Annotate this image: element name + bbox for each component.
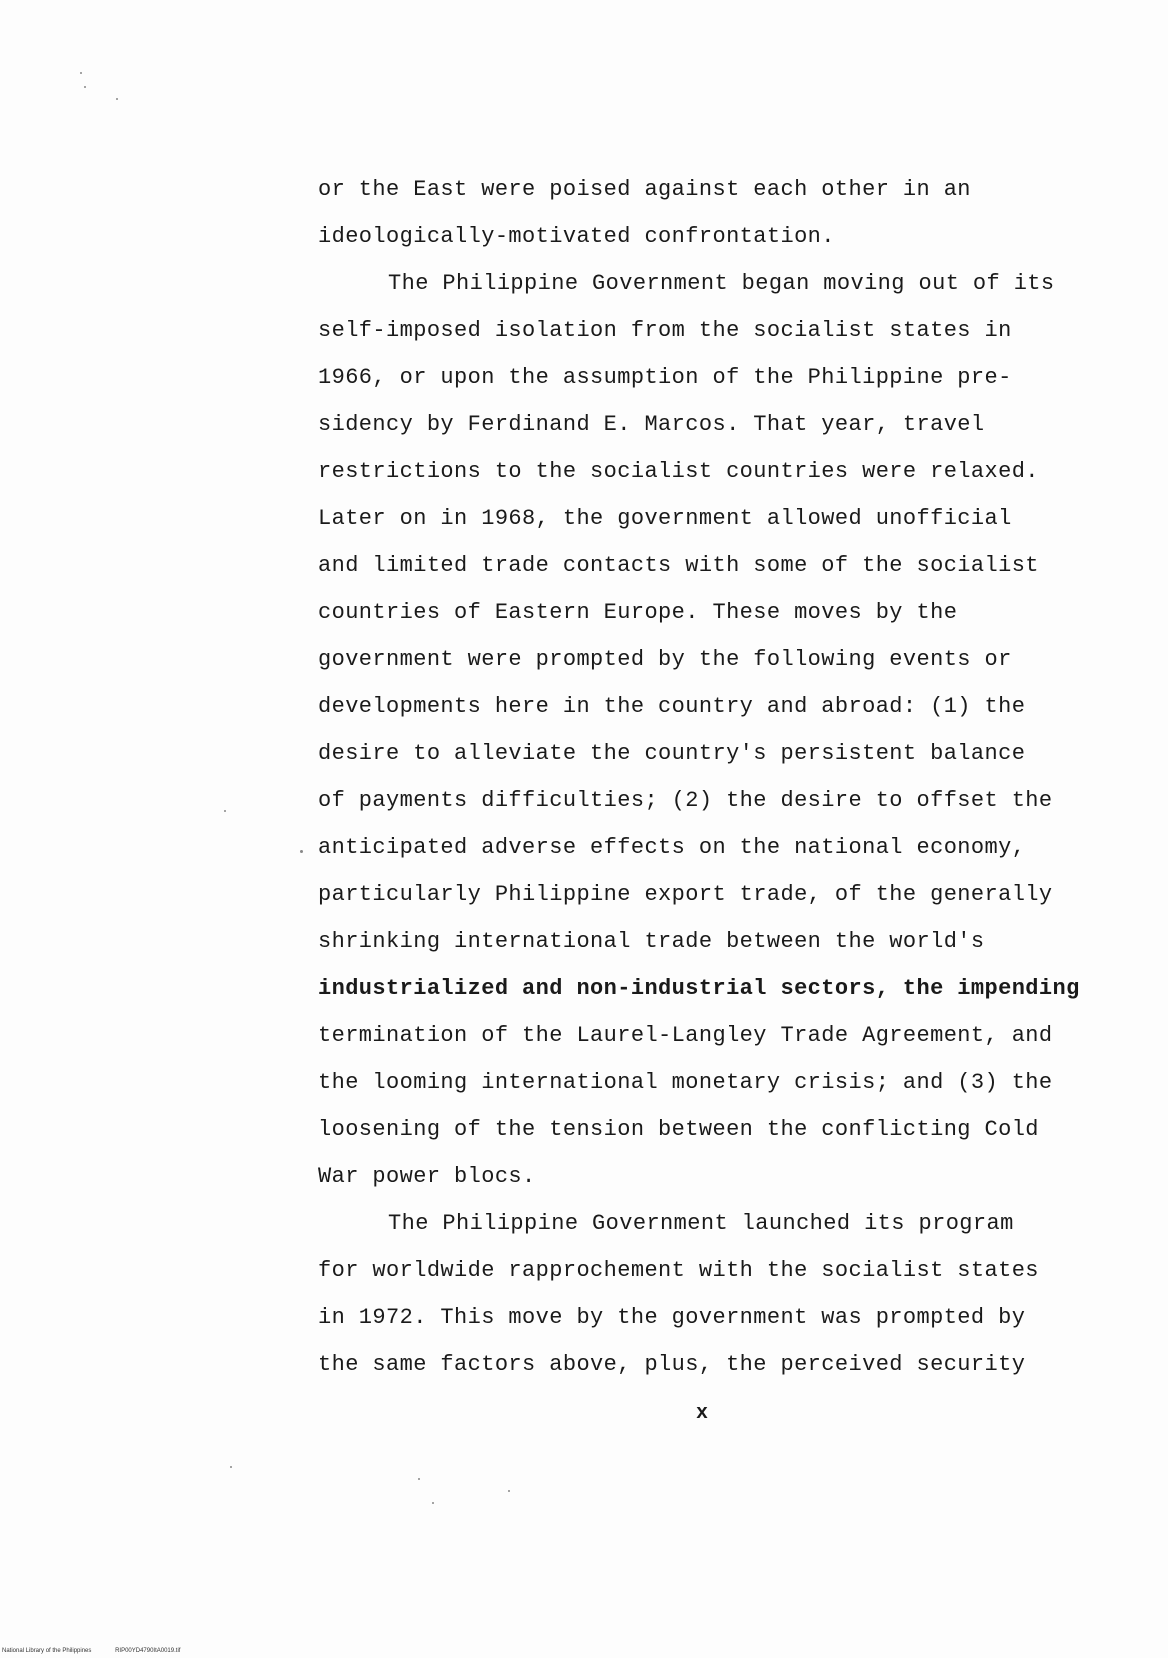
text-line: 1966, or upon the assumption of the Philippine pre-	[318, 365, 1012, 390]
text-line: ideologically-motivated confrontation.	[318, 224, 835, 249]
text-line: developments here in the country and abroad: (1) the	[318, 694, 1026, 719]
text-line: the looming international monetary crisis; and (3) the	[318, 1070, 1053, 1095]
scan-speck	[432, 1502, 434, 1504]
scan-speck	[80, 72, 82, 74]
footer-file: RIP00YD4790ItA0019.tif	[115, 1648, 181, 1654]
scan-speck	[300, 850, 303, 853]
text-line: The Philippine Government began moving out of its	[388, 271, 1055, 296]
text-line: anticipated adverse effects on the national economy,	[318, 835, 1026, 860]
text-line: the same factors above, plus, the perceived security	[318, 1352, 1026, 1377]
text-line: particularly Philippine export trade, of the generally	[318, 882, 1053, 907]
text-line: sidency by Ferdinand E. Marcos. That year, travel	[318, 412, 985, 437]
scan-speck	[508, 1490, 510, 1492]
text-line: restrictions to the socialist countries were relaxed.	[318, 459, 1039, 484]
body-text	[318, 166, 1118, 1388]
text-line: of payments difficulties; (2) the desire to offset the	[318, 788, 1053, 813]
text-line: Later on in 1968, the government allowed unofficial	[318, 506, 1012, 531]
text-line: shrinking international trade between the world's	[318, 929, 985, 954]
footer-library: National Library of the Philippines	[2, 1648, 92, 1654]
scan-speck	[224, 810, 226, 812]
text-line: and limited trade contacts with some of the socialist	[318, 553, 1039, 578]
scan-speck	[418, 1478, 420, 1480]
scan-speck	[116, 98, 118, 100]
text-line: loosening of the tension between the conflicting Cold	[318, 1117, 1039, 1142]
scan-speck	[230, 1466, 232, 1468]
text-line: countries of Eastern Europe. These moves by the	[318, 600, 958, 625]
scan-footer	[2, 1648, 202, 1654]
text-line: War power blocs.	[318, 1164, 536, 1189]
text-line: in 1972. This move by the government was prompted by	[318, 1305, 1026, 1330]
text-line: for worldwide rapprochement with the socialist states	[318, 1258, 1039, 1283]
text-line: self-imposed isolation from the socialist states in	[318, 318, 1012, 343]
text-line: The Philippine Government launched its program	[388, 1211, 1014, 1236]
page-number: x	[696, 1402, 709, 1425]
text-line: government were prompted by the following events or	[318, 647, 1012, 672]
text-line: or the East were poised against each other in an	[318, 177, 971, 202]
text-line: industrialized and non-industrial sectors, the impending	[318, 976, 1080, 1001]
text-line: termination of the Laurel-Langley Trade Agreement, and	[318, 1023, 1053, 1048]
text-line: desire to alleviate the country's persistent balance	[318, 741, 1026, 766]
scan-speck	[84, 86, 86, 88]
